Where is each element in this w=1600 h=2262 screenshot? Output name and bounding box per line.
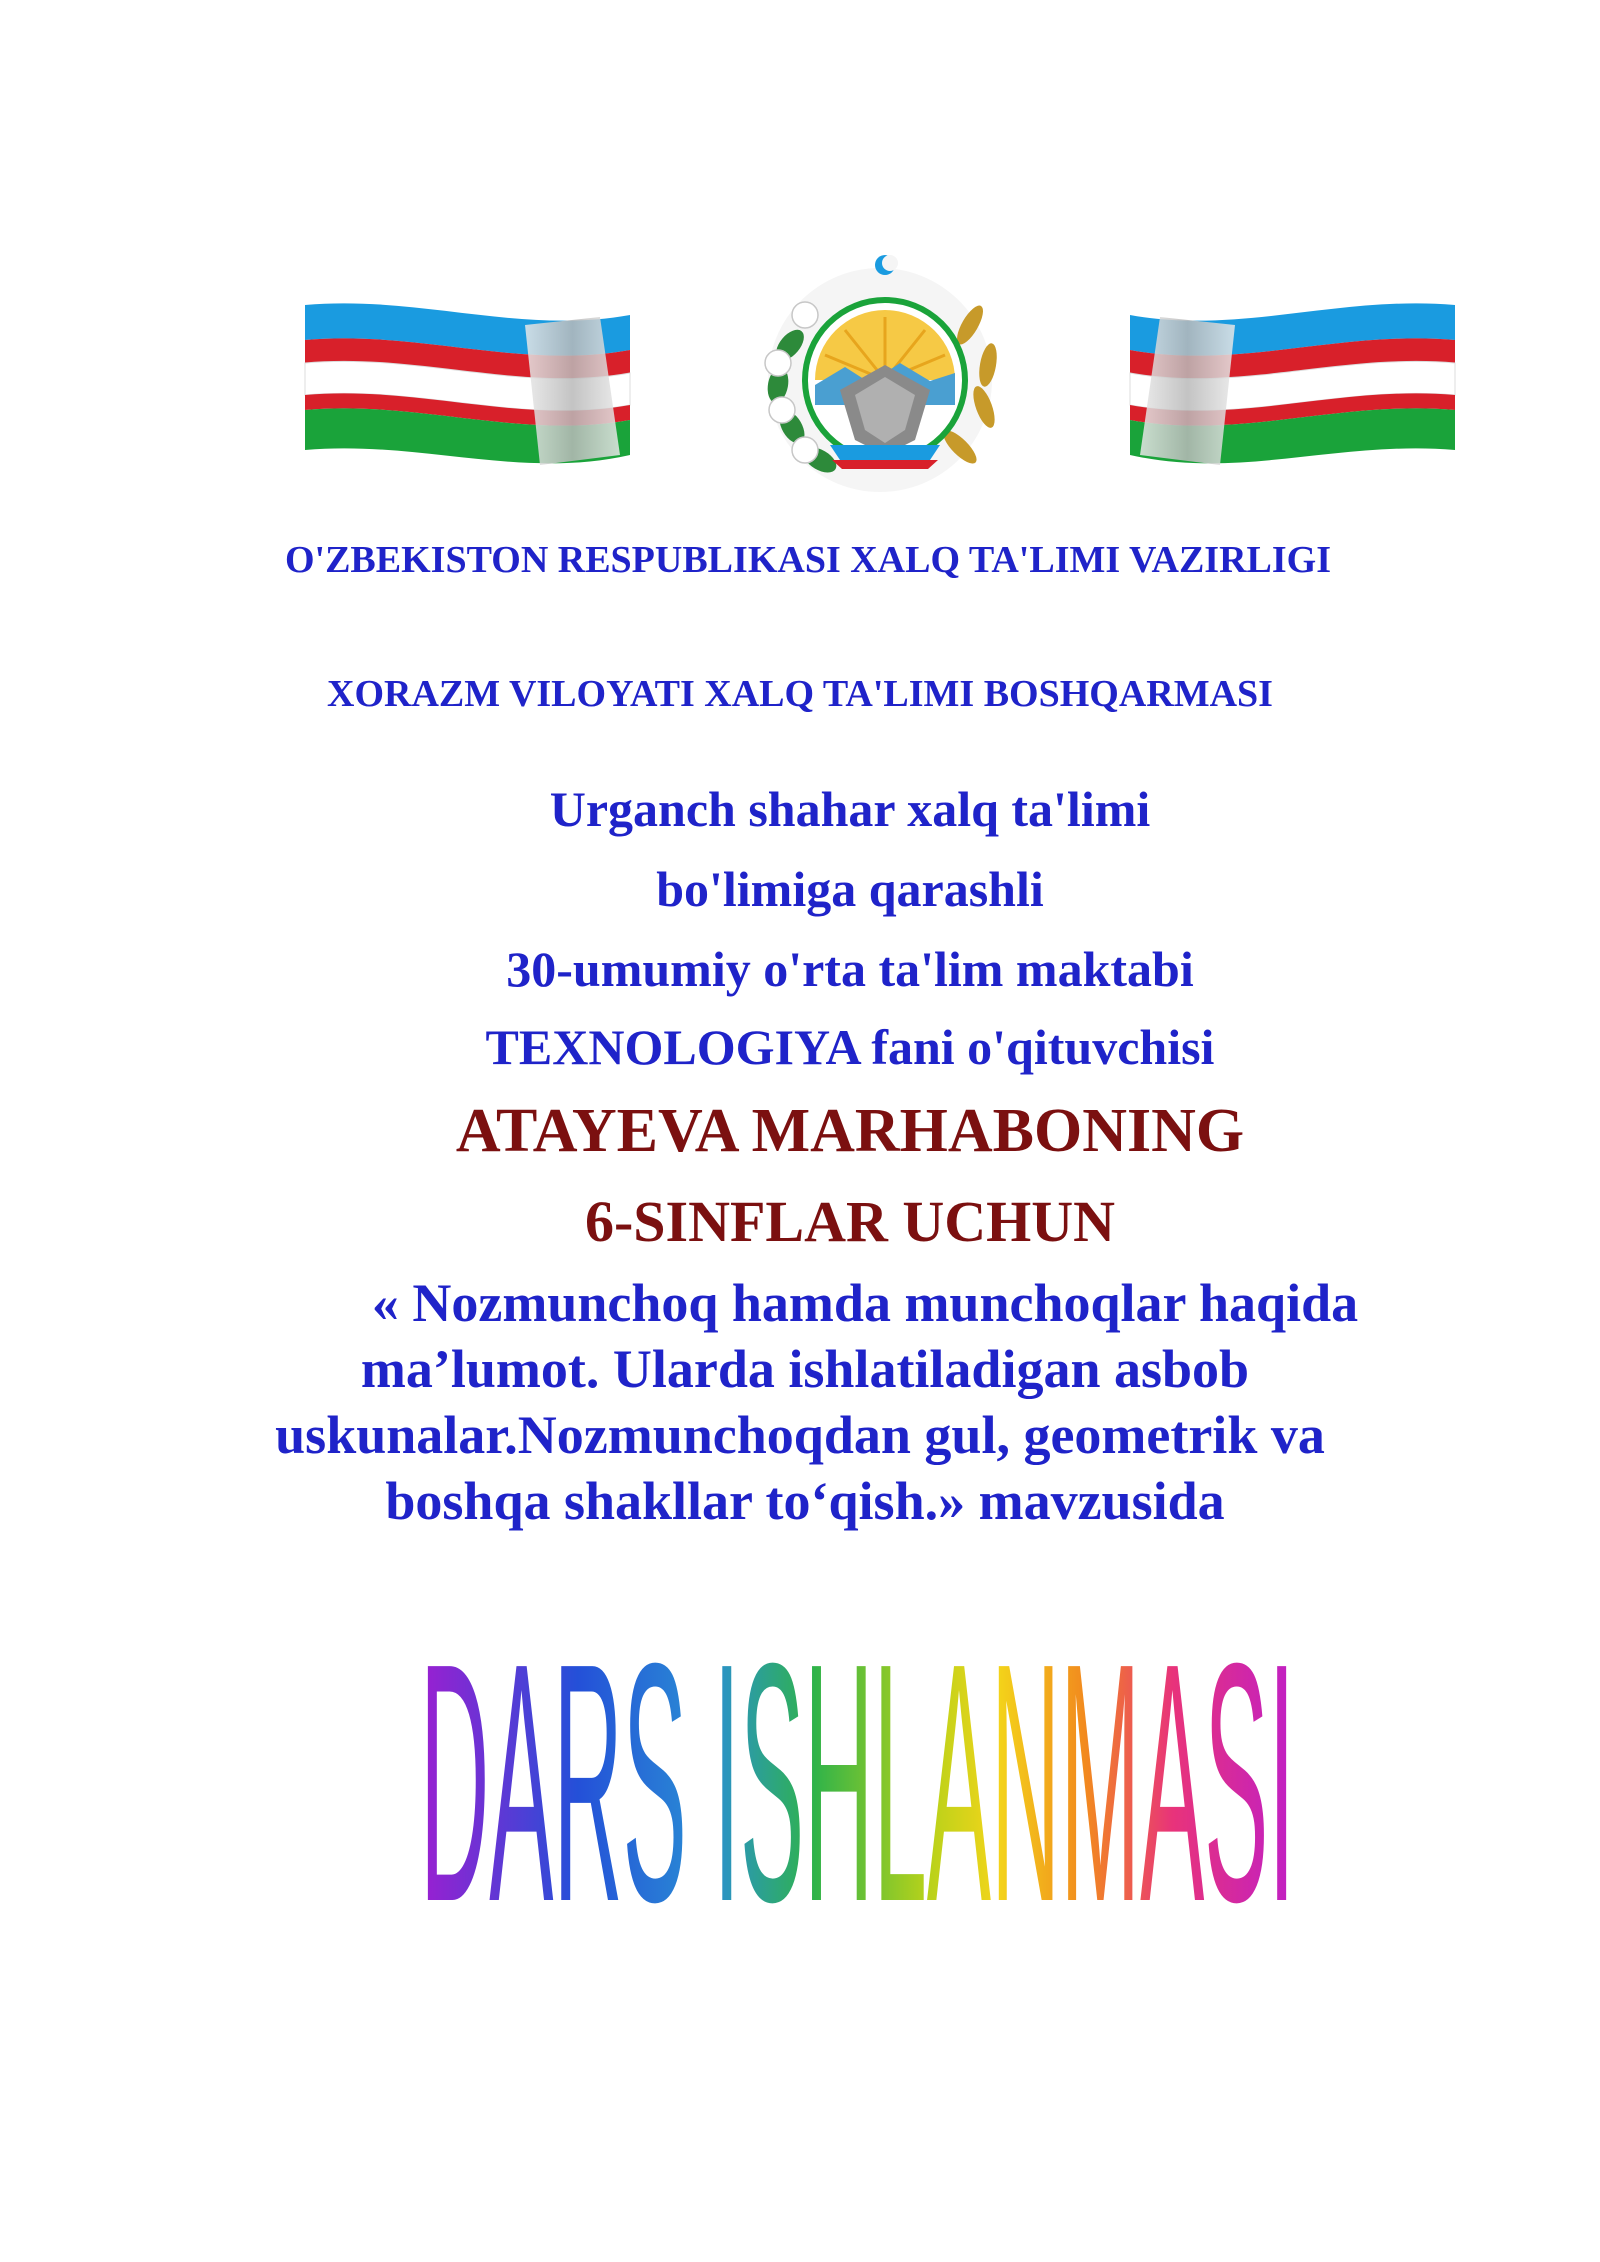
school-name-line: 30-umumiy o'rta ta'lim maktabi [506, 941, 1194, 997]
topic-line: uskunalar.Nozmunchoqdan gul, geometrik va [275, 1405, 1325, 1465]
lesson-topic [0, 1270, 1600, 1534]
topic-line: boshqa shakllar to‘qish.» mavzusida [385, 1471, 1225, 1531]
city-department-line: Urganch shahar xalq ta'limi [549, 781, 1151, 837]
topic-line: « Nozmunchoq hamda munchoqlar haqida [371, 1273, 1359, 1333]
state-emblem-banner [300, 255, 1460, 505]
topic-line: ma’lumot. Ularda ishlatiladigan asbob [360, 1339, 1250, 1399]
grade-label: 6-SINFLAR UCHUN [584, 1189, 1116, 1254]
teacher-name: ATAYEVA MARHABONING [455, 1097, 1245, 1165]
department-line: bo'limiga qarashli [656, 861, 1044, 917]
ministry-heading: O'ZBEKISTON RESPUBLIKASI XALQ TA'LIMI VAZIRLIGI [284, 539, 1332, 581]
subject-teacher-line: TEXNOLOGIYA fani o'qituvchisi [485, 1019, 1215, 1075]
main-title [420, 1545, 1300, 1945]
uzbekistan-state-emblem-icon [300, 255, 1460, 505]
main-title-text: DARS ISHLANMASI [420, 1593, 1295, 1945]
region-heading: XORAZM VILOYATI XALQ TA'LIMI BOSHQARMASI [327, 673, 1273, 715]
